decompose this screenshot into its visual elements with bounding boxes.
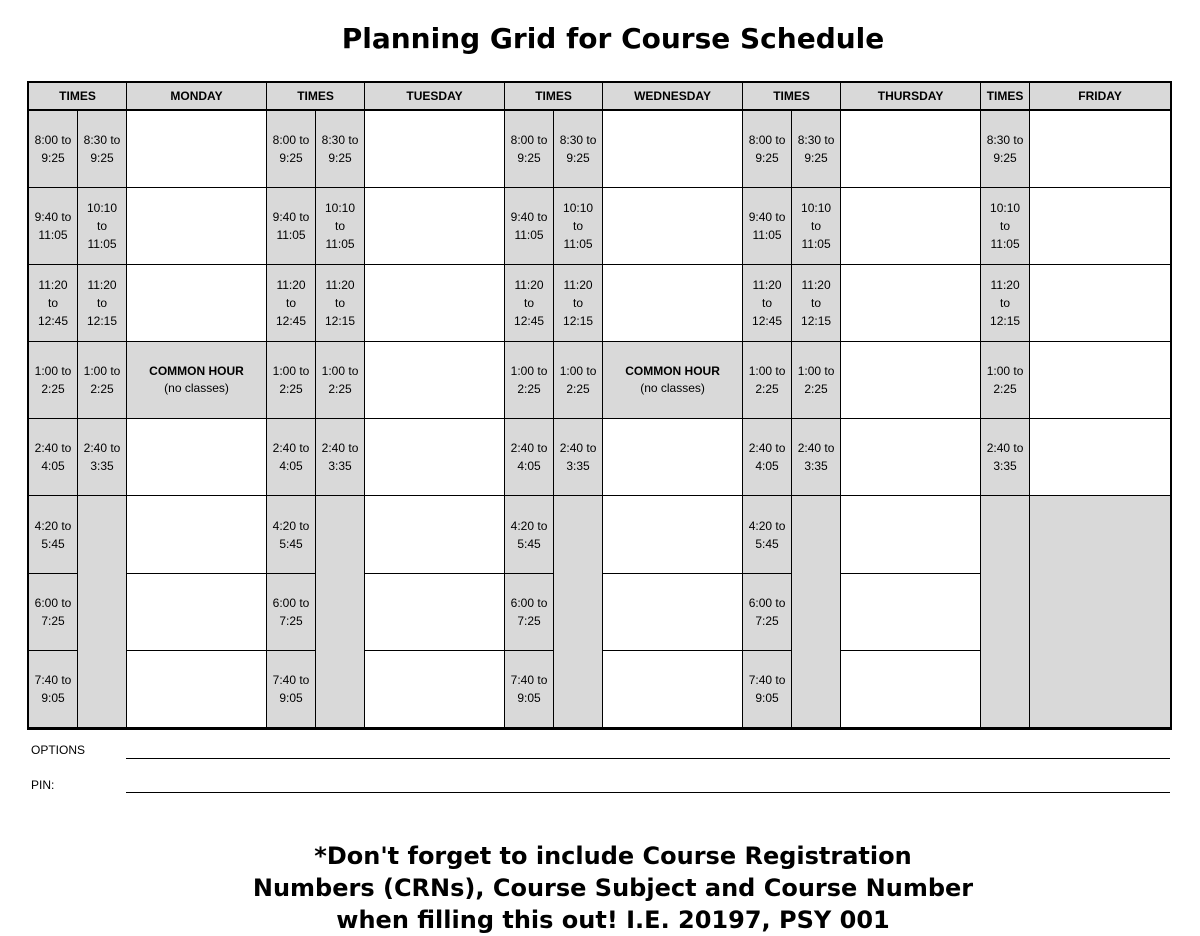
- schedule-row: [29, 110, 1171, 187]
- reminder-line-2: Numbers (CRNs), Course Subject and Course Number: [252, 874, 974, 902]
- wednesday-slot[interactable]: [603, 650, 743, 727]
- schedule-row: [29, 187, 1171, 264]
- wednesday-slot[interactable]: [603, 419, 743, 496]
- tuesday-slot[interactable]: [365, 264, 505, 341]
- time-slot: 4:20 to 5:45: [267, 496, 316, 573]
- time-slot: 1:00 to 2:25: [267, 342, 316, 419]
- time-slot: 8:00 to 9:25: [267, 110, 316, 187]
- thursday-slot[interactable]: [841, 573, 981, 650]
- times-header: TIMES: [981, 83, 1030, 111]
- tuesday-slot[interactable]: [365, 496, 505, 573]
- time-slot: 2:40 to 3:35: [316, 419, 365, 496]
- thursday-header: THURSDAY: [841, 83, 981, 111]
- time-slot: 11:20 to 12:15: [981, 264, 1030, 341]
- thursday-slot[interactable]: [841, 419, 981, 496]
- schedule-row: [29, 496, 1171, 573]
- time-slot: 1:00 to 2:25: [78, 342, 127, 419]
- wednesday-slot[interactable]: [603, 496, 743, 573]
- time-slot: 8:00 to 9:25: [505, 110, 554, 187]
- common-hour-cell: [127, 342, 267, 419]
- monday-slot[interactable]: [127, 110, 267, 187]
- tuesday-slot[interactable]: [365, 573, 505, 650]
- time-slot: 2:40 to 3:35: [981, 419, 1030, 496]
- time-slot: 8:30 to 9:25: [792, 110, 841, 187]
- tuesday-header: TUESDAY: [365, 83, 505, 111]
- time-slot: 11:20 to 12:45: [29, 264, 78, 341]
- time-slot: 4:20 to 5:45: [743, 496, 792, 573]
- tuesday-slot[interactable]: [365, 342, 505, 419]
- wednesday-header: WEDNESDAY: [603, 83, 743, 111]
- time-slot: 6:00 to 7:25: [505, 573, 554, 650]
- time-slot: 9:40 to 11:05: [29, 187, 78, 264]
- times-filler: [78, 496, 127, 728]
- time-slot: 2:40 to 4:05: [267, 419, 316, 496]
- time-slot: 1:00 to 2:25: [981, 342, 1030, 419]
- options-label: OPTIONS: [31, 743, 86, 757]
- time-slot: 11:20 to 12:45: [505, 264, 554, 341]
- pin-line[interactable]: [126, 792, 1170, 793]
- time-slot: 8:30 to 9:25: [316, 110, 365, 187]
- times-filler: [792, 496, 841, 728]
- thursday-slot[interactable]: [841, 496, 981, 573]
- friday-slot[interactable]: [1030, 110, 1171, 187]
- times-filler: [316, 496, 365, 728]
- header-row: [29, 83, 1171, 111]
- time-slot: 7:40 to 9:05: [505, 650, 554, 727]
- time-slot: 2:40 to 3:35: [554, 419, 603, 496]
- common-hour-subtitle: (no classes): [640, 381, 705, 396]
- time-slot: 11:20 to 12:15: [316, 264, 365, 341]
- schedule-row: [29, 342, 1171, 419]
- time-slot: 1:00 to 2:25: [505, 342, 554, 419]
- time-slot: 4:20 to 5:45: [29, 496, 78, 573]
- time-slot: 10:10 to 11:05: [981, 187, 1030, 264]
- time-slot: 8:30 to 9:25: [78, 110, 127, 187]
- friday-slot[interactable]: [1030, 342, 1171, 419]
- thursday-slot[interactable]: [841, 264, 981, 341]
- options-line[interactable]: [126, 758, 1170, 759]
- time-slot: 10:10 to 11:05: [316, 187, 365, 264]
- time-slot: 11:20 to 12:45: [267, 264, 316, 341]
- common-hour-title: COMMON HOUR: [625, 364, 720, 379]
- time-slot: 2:40 to 4:05: [29, 419, 78, 496]
- monday-slot[interactable]: [127, 496, 267, 573]
- friday-filler: [1030, 496, 1171, 728]
- time-slot: 2:40 to 4:05: [505, 419, 554, 496]
- time-slot: 8:30 to 9:25: [981, 110, 1030, 187]
- schedule-row: [29, 264, 1171, 341]
- monday-slot[interactable]: [127, 573, 267, 650]
- times-header: TIMES: [29, 83, 127, 111]
- wednesday-slot[interactable]: [603, 110, 743, 187]
- tuesday-slot[interactable]: [365, 419, 505, 496]
- time-slot: 10:10 to 11:05: [792, 187, 841, 264]
- time-slot: 8:00 to 9:25: [29, 110, 78, 187]
- page-title: Planning Grid for Course Schedule: [341, 22, 885, 55]
- tuesday-slot[interactable]: [365, 110, 505, 187]
- time-slot: 11:20 to 12:15: [792, 264, 841, 341]
- time-slot: 2:40 to 3:35: [792, 419, 841, 496]
- common-hour-subtitle: (no classes): [164, 381, 229, 396]
- thursday-slot[interactable]: [841, 342, 981, 419]
- monday-slot[interactable]: [127, 419, 267, 496]
- pin-label: PIN:: [31, 778, 55, 792]
- time-slot: 6:00 to 7:25: [267, 573, 316, 650]
- thursday-slot[interactable]: [841, 110, 981, 187]
- time-slot: 8:30 to 9:25: [554, 110, 603, 187]
- time-slot: 9:40 to 11:05: [505, 187, 554, 264]
- reminder-note: [0, 840, 1200, 936]
- time-slot: 1:00 to 2:25: [29, 342, 78, 419]
- friday-times-filler: [981, 496, 1030, 728]
- common-hour-title: COMMON HOUR: [149, 364, 244, 379]
- wednesday-slot[interactable]: [603, 187, 743, 264]
- times-header: TIMES: [743, 83, 841, 111]
- time-slot: 11:20 to 12:15: [78, 264, 127, 341]
- time-slot: 2:40 to 3:35: [78, 419, 127, 496]
- wednesday-slot[interactable]: [603, 264, 743, 341]
- thursday-slot[interactable]: [841, 650, 981, 727]
- friday-slot[interactable]: [1030, 264, 1171, 341]
- time-slot: 7:40 to 9:05: [267, 650, 316, 727]
- time-slot: 1:00 to 2:25: [554, 342, 603, 419]
- wednesday-slot[interactable]: [603, 573, 743, 650]
- tuesday-slot[interactable]: [365, 187, 505, 264]
- time-slot: 10:10 to 11:05: [554, 187, 603, 264]
- friday-slot[interactable]: [1030, 419, 1171, 496]
- time-slot: 6:00 to 7:25: [743, 573, 792, 650]
- time-slot: 1:00 to 2:25: [743, 342, 792, 419]
- time-slot: 4:20 to 5:45: [505, 496, 554, 573]
- monday-slot[interactable]: [127, 264, 267, 341]
- time-slot: 7:40 to 9:05: [29, 650, 78, 727]
- schedule-row: [29, 419, 1171, 496]
- times-header: TIMES: [267, 83, 365, 111]
- time-slot: 1:00 to 2:25: [316, 342, 365, 419]
- monday-slot[interactable]: [127, 187, 267, 264]
- time-slot: 7:40 to 9:05: [743, 650, 792, 727]
- time-slot: 2:40 to 4:05: [743, 419, 792, 496]
- schedule-grid: [28, 82, 1171, 728]
- monday-header: MONDAY: [127, 83, 267, 111]
- friday-slot[interactable]: [1030, 187, 1171, 264]
- time-slot: 6:00 to 7:25: [29, 573, 78, 650]
- times-filler: [554, 496, 603, 728]
- time-slot: 11:20 to 12:15: [554, 264, 603, 341]
- monday-slot[interactable]: [127, 650, 267, 727]
- time-slot: 1:00 to 2:25: [792, 342, 841, 419]
- time-slot: 9:40 to 11:05: [267, 187, 316, 264]
- reminder-line-1: *Don't forget to include Course Registration: [314, 842, 912, 870]
- thursday-slot[interactable]: [841, 187, 981, 264]
- common-hour-cell: [603, 342, 743, 419]
- times-header: TIMES: [505, 83, 603, 111]
- time-slot: 9:40 to 11:05: [743, 187, 792, 264]
- friday-header: FRIDAY: [1030, 83, 1171, 111]
- time-slot: 10:10 to 11:05: [78, 187, 127, 264]
- reminder-line-3: when filling this out! I.E. 20197, PSY 001: [336, 906, 890, 934]
- time-slot: 11:20 to 12:45: [743, 264, 792, 341]
- time-slot: 8:00 to 9:25: [743, 110, 792, 187]
- tuesday-slot[interactable]: [365, 650, 505, 727]
